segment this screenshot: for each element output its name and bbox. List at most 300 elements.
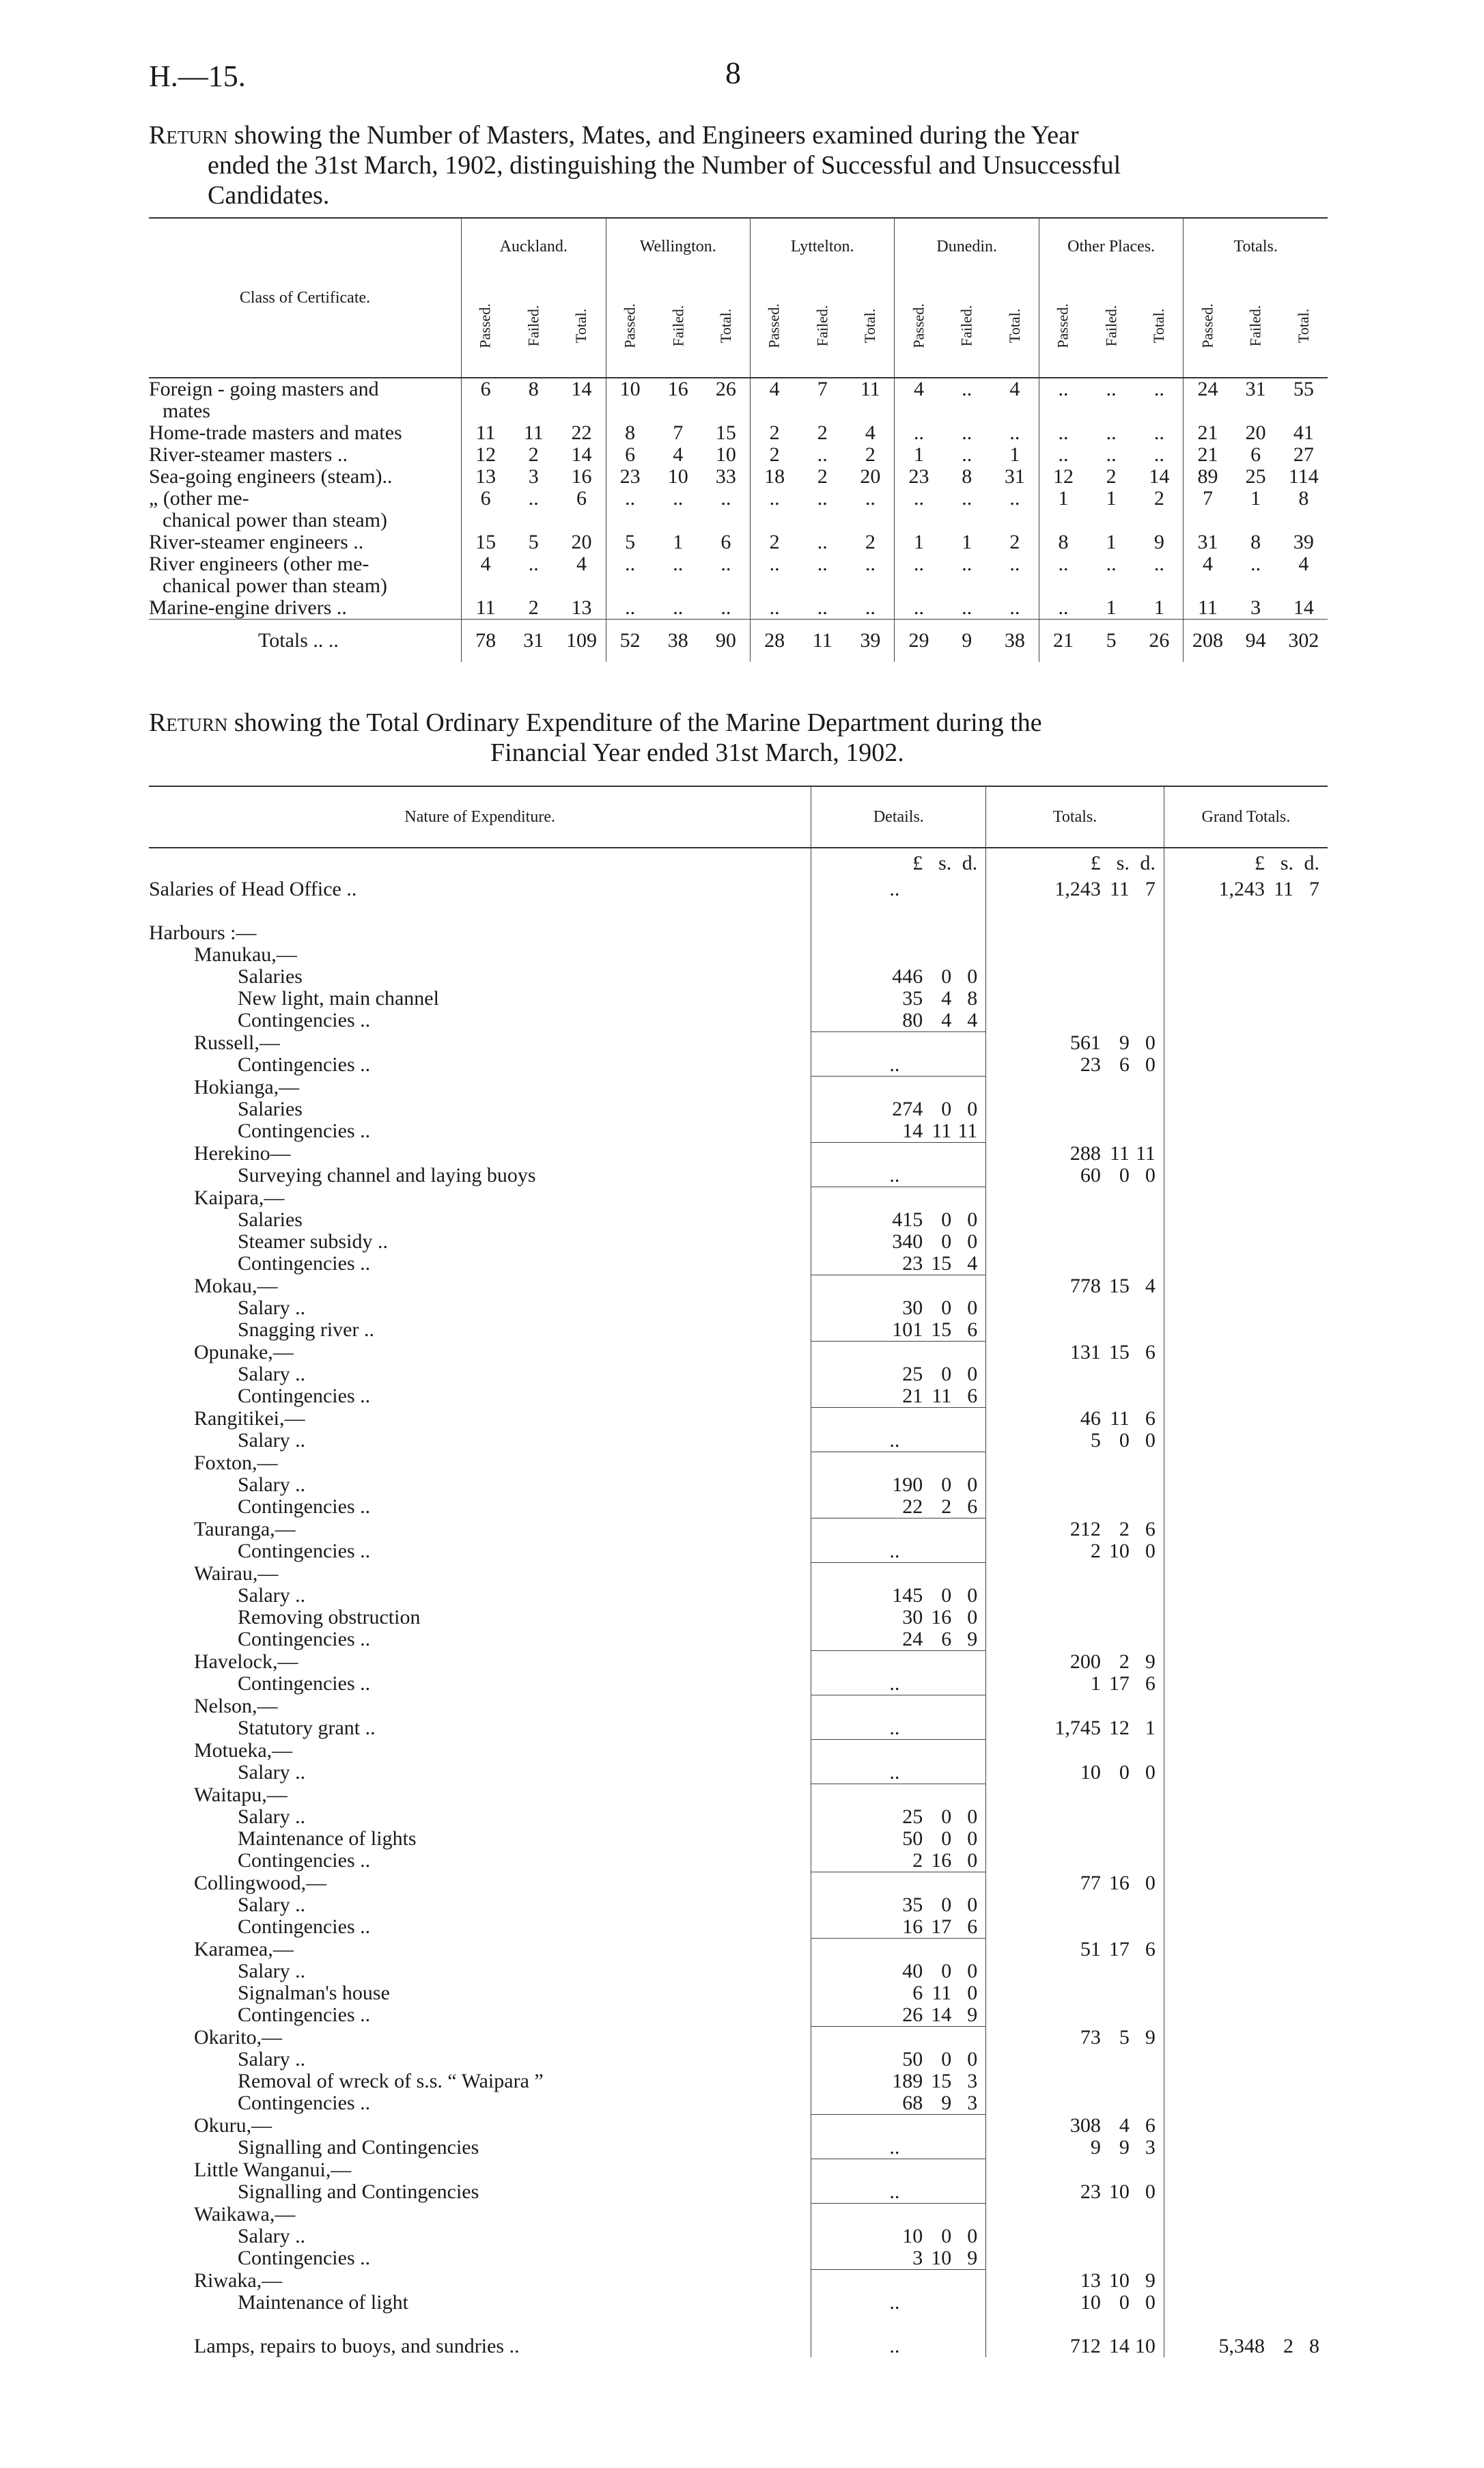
- grand-totals-cell: [1164, 1740, 1328, 1762]
- table-cell: ..: [1039, 378, 1087, 422]
- amount-part: 0: [967, 1827, 978, 1850]
- grand-totals-cell: [1164, 2181, 1328, 2204]
- amount: [861, 1850, 977, 1872]
- amount: [861, 1010, 977, 1031]
- expenditure-label: [149, 1916, 811, 1939]
- grand-totals-cell: [1164, 1187, 1328, 1210]
- amount: [861, 1297, 977, 1319]
- table-cell: ..: [895, 597, 943, 620]
- totals-label: Totals .. ..: [149, 620, 462, 663]
- expenditure-label: [149, 1784, 811, 1807]
- subheader-failed: [654, 275, 702, 378]
- table-cell: 7: [673, 421, 684, 444]
- expenditure-label: [149, 2004, 811, 2027]
- table-cell: ..: [1039, 553, 1087, 597]
- details-cell: [811, 2027, 986, 2049]
- subheader-text: Total.: [716, 308, 734, 344]
- row-label-continuation: chanical power than steam): [163, 509, 388, 531]
- spacer-row: [149, 900, 1328, 922]
- subheader-text: Failed.: [1102, 305, 1120, 347]
- expenditure-row: [149, 2159, 1328, 2182]
- table-cell: ..: [1009, 596, 1020, 619]
- amount-part: 2: [912, 1849, 923, 1872]
- table-cell: ..: [528, 487, 539, 510]
- subheader-passed: [606, 275, 654, 378]
- table-cell: 2: [528, 443, 539, 466]
- expenditure-row: [149, 922, 1328, 944]
- table-cell: 20: [860, 465, 881, 488]
- table-row: [149, 444, 1328, 466]
- table-cell: ..: [1153, 553, 1164, 575]
- expenditure-label: [149, 1098, 811, 1120]
- grand-totals-cell: [1164, 2070, 1328, 2092]
- expenditure-row: [149, 1120, 1328, 1143]
- details-cell: [811, 2247, 986, 2270]
- amount-part: 51: [1080, 1937, 1101, 1960]
- table-cell: ..: [962, 553, 972, 575]
- details-dots: ..: [889, 1717, 900, 1739]
- amount-part: 4: [941, 1009, 952, 1031]
- totals-cell: 39: [846, 620, 895, 663]
- totals-cell: [986, 2049, 1164, 2070]
- amount-part: 5: [1119, 2025, 1130, 2049]
- expenditure-label: [149, 2270, 811, 2292]
- totals-cell: [986, 1032, 1164, 1055]
- expenditure-label-text: Contingencies ..: [238, 1540, 371, 1563]
- table-cell: 14: [1293, 596, 1314, 619]
- details-cell: [811, 1872, 986, 1895]
- amount-part: 212: [1069, 1517, 1101, 1540]
- expenditure-label: [149, 2159, 811, 2182]
- details-cell: [811, 1187, 986, 1210]
- amount-part: 101: [892, 1318, 923, 1341]
- expenditure-label: [149, 1430, 811, 1452]
- details-dots: ..: [889, 1429, 900, 1452]
- totals-cell: [986, 2092, 1164, 2115]
- grand-totals-cell: [1164, 1474, 1328, 1496]
- expenditure-label-text: Little Wanganui,—: [194, 2158, 352, 2181]
- amount-part: 16: [902, 1915, 923, 1938]
- expenditure-label: [149, 966, 811, 988]
- table-cell: 4: [895, 378, 943, 422]
- table-cell: ..: [1106, 421, 1117, 444]
- amount-part: 15: [931, 2070, 952, 2092]
- table-cell: ..: [1039, 422, 1087, 444]
- amount-part: 6: [912, 1982, 923, 2004]
- amount-part: 23: [1080, 1053, 1101, 1077]
- totals-cell: 90: [702, 620, 751, 663]
- amount: [1039, 1540, 1156, 1562]
- grand-totals-cell: [1164, 2115, 1328, 2137]
- amount-part: 190: [892, 1473, 923, 1496]
- row-label-text: Home-trade masters and mates: [149, 422, 402, 444]
- amount-part: 9: [1145, 2269, 1156, 2292]
- expenditure-label: [149, 1762, 811, 1784]
- row-label-text: Marine-engine drivers ..: [149, 597, 347, 619]
- amount: [1039, 1408, 1156, 1430]
- expenditure-row: [149, 1960, 1328, 1982]
- table-cell: 23: [895, 466, 943, 488]
- expenditure-label-text: Maintenance of lights: [238, 1827, 417, 1850]
- grand-totals-cell: [1164, 922, 1328, 944]
- table-cell: 14: [571, 443, 592, 466]
- expenditure-label-text: New light, main channel: [238, 987, 439, 1010]
- grand-totals-cell: [1164, 1452, 1328, 1475]
- currency-units-details: [811, 848, 986, 878]
- amount-part: 0: [941, 1208, 952, 1231]
- amount-part: 2: [1119, 1650, 1130, 1673]
- details-cell: [811, 1850, 986, 1872]
- table-cell: 3: [1250, 596, 1261, 619]
- amount: [1039, 2270, 1156, 2292]
- amount-part: 15: [1108, 1340, 1130, 1363]
- totals-cell: [986, 2070, 1164, 2092]
- amount: [861, 2070, 977, 2092]
- amount-part: 9: [1119, 2136, 1130, 2159]
- totals-cell: 208: [1184, 620, 1232, 663]
- expenditure-label-text: Karamea,—: [194, 1937, 294, 1960]
- expenditure-label: [149, 1872, 811, 1895]
- grand-totals-cell: [1164, 1430, 1328, 1452]
- amount-part: 11: [1136, 1141, 1156, 1165]
- expenditure-label-text: Contingencies ..: [238, 1252, 371, 1275]
- expenditure-title-lead: Return: [149, 708, 228, 737]
- details-cell: [811, 1474, 986, 1496]
- grand-totals-cell: [1164, 1717, 1328, 1740]
- totals-cell: [986, 1098, 1164, 1120]
- table-cell: ..: [895, 422, 943, 444]
- amount-part: s.: [1116, 852, 1130, 874]
- amount-part: 1: [1145, 1717, 1156, 1740]
- expenditure-label: [149, 2226, 811, 2247]
- details-cell: [811, 2159, 986, 2182]
- amount-part: 6: [1145, 1672, 1156, 1695]
- expenditure-row: [149, 2004, 1328, 2027]
- amount-part: 73: [1080, 2025, 1101, 2049]
- amount-part: 10: [1108, 2269, 1130, 2292]
- table-cell: ..: [1009, 421, 1020, 444]
- expenditure-row: [149, 1253, 1328, 1275]
- amount-part: 7: [1309, 878, 1319, 900]
- totals-cell: [986, 1872, 1164, 1895]
- amount-part: £: [1090, 852, 1101, 874]
- table-cell: ..: [673, 553, 684, 575]
- expenditure-label-text: Salary ..: [238, 1584, 306, 1607]
- table-cell: 2: [865, 531, 876, 553]
- grand-totals-cell: [1164, 1054, 1328, 1077]
- expenditure-label: [149, 1408, 811, 1430]
- amount-part: 0: [967, 1363, 978, 1385]
- totals-cell: [986, 2004, 1164, 2027]
- amount-part: 131: [1069, 1340, 1101, 1363]
- row-label-continuation: mates: [163, 400, 210, 422]
- expenditure-label: [149, 2137, 811, 2159]
- totals-cell: [986, 2027, 1164, 2049]
- table-cell: ..: [720, 553, 731, 575]
- totals-cell: [986, 1430, 1164, 1452]
- amount-part: 6: [1145, 1517, 1156, 1540]
- amount-part: 0: [967, 2048, 978, 2070]
- expenditure-label: [149, 1165, 811, 1187]
- expenditure-row: [149, 1275, 1328, 1298]
- amount-part: 0: [1145, 1053, 1156, 1077]
- totals-cell: [986, 922, 1164, 944]
- details-cell: [811, 1695, 986, 1718]
- amount-part: 30: [902, 1606, 923, 1628]
- totals-cell: [986, 944, 1164, 966]
- grand-totals-cell: [1164, 878, 1328, 900]
- amount-part: 0: [941, 1473, 952, 1496]
- amount-part: 13: [1080, 2269, 1101, 2292]
- amount: [1039, 1519, 1156, 1540]
- expenditure-return-title: [149, 708, 1324, 768]
- totals-cell: [986, 1297, 1164, 1319]
- table-cell: 4: [462, 553, 510, 597]
- amount: [861, 2092, 977, 2114]
- expenditure-row: [149, 1187, 1328, 1210]
- totals-cell: [986, 878, 1164, 900]
- expenditure-label: [149, 1120, 811, 1143]
- expenditure-row: [149, 1784, 1328, 1807]
- amount: [861, 1120, 977, 1142]
- expenditure-label: [149, 1385, 811, 1408]
- amount: [1039, 2027, 1156, 2049]
- amount-part: 9: [1145, 1650, 1156, 1673]
- table-cell: 1: [1106, 531, 1117, 553]
- totals-cell: [986, 1673, 1164, 1695]
- table-cell: 4: [1298, 553, 1309, 575]
- amount-part: 274: [892, 1098, 923, 1120]
- expenditure-label-text: Salary ..: [238, 1960, 306, 1982]
- expenditure-label-text: Salary ..: [238, 1761, 306, 1784]
- subheader-total: [557, 275, 606, 378]
- amount-part: 0: [941, 1363, 952, 1385]
- expenditure-label: [149, 2027, 811, 2049]
- expenditure-label-text: Signalman's house: [238, 1982, 390, 2004]
- expenditure-label-text: Harbours :—: [149, 921, 257, 944]
- amount-part: 8: [1309, 2335, 1319, 2357]
- amount-part: 0: [967, 2225, 978, 2247]
- totals-cell: [986, 1784, 1164, 1807]
- expenditure-label-text: Salary ..: [238, 1429, 306, 1452]
- amount: [861, 1253, 977, 1275]
- amount-part: 10: [1080, 2291, 1101, 2314]
- amount-part: 9: [941, 2092, 952, 2114]
- totals-cell: [986, 1628, 1164, 1651]
- table-cell: 2: [750, 531, 798, 553]
- subheader-text: Passed.: [477, 303, 494, 348]
- expenditure-row: [149, 1496, 1328, 1519]
- expenditure-row: [149, 966, 1328, 988]
- table-cell: 13: [462, 466, 510, 488]
- totals-cell: [986, 1120, 1164, 1143]
- grand-totals-cell: [1164, 1960, 1328, 1982]
- expenditure-label: [149, 1474, 811, 1496]
- row-label-text: „ (other me-: [149, 488, 249, 510]
- expenditure-label-text: Havelock,—: [194, 1650, 298, 1673]
- amount-part: 24: [902, 1628, 923, 1650]
- grand-totals-cell: [1164, 1828, 1328, 1850]
- amount-part: d.: [962, 852, 978, 874]
- subheader-total: [846, 275, 895, 378]
- table-cell: 8: [1298, 487, 1309, 510]
- amount-part: 0: [941, 1297, 952, 1319]
- table-cell: 1: [962, 531, 972, 553]
- totals-cell: [986, 1054, 1164, 1077]
- expenditure-row: [149, 1740, 1328, 1762]
- amount-part: 0: [941, 1805, 952, 1828]
- details-cell: [811, 2070, 986, 2092]
- table-row: [149, 466, 1328, 488]
- amount-part: 12: [1108, 1717, 1130, 1740]
- table-cell: ..: [750, 597, 798, 620]
- table-cell: 1: [1250, 487, 1261, 510]
- amount-part: 60: [1080, 1164, 1101, 1187]
- expenditure-row: [149, 1032, 1328, 1055]
- grand-totals-cell: [1164, 1673, 1328, 1695]
- amount-part: 3: [967, 2070, 978, 2092]
- expenditure-label-text: Salaries: [238, 1208, 303, 1231]
- grand-totals-cell: [1164, 1695, 1328, 1718]
- grand-totals-cell: [1164, 1253, 1328, 1275]
- page-number: 8: [725, 55, 741, 90]
- table-row: [149, 488, 1328, 531]
- grand-totals-cell: [1164, 1540, 1328, 1563]
- amount-part: 0: [967, 1584, 978, 1607]
- details-cell: [811, 2137, 986, 2159]
- details-cell: [811, 1960, 986, 1982]
- table-cell: 4: [576, 553, 587, 575]
- table-cell: 1: [673, 531, 684, 553]
- amount: [1039, 1872, 1156, 1894]
- table-cell: ..: [1106, 378, 1117, 400]
- details-cell: [811, 922, 986, 944]
- table-cell: 26: [715, 378, 736, 400]
- expenditure-label: [149, 900, 811, 922]
- amount-part: 17: [931, 1915, 952, 1938]
- expenditure-label: [149, 1143, 811, 1165]
- expenditure-label: [149, 1363, 811, 1385]
- grand-totals-cell: [1164, 1806, 1328, 1828]
- amount-part: 0: [1145, 1761, 1156, 1784]
- amount-part: £: [912, 852, 923, 874]
- table-row: [149, 597, 1328, 620]
- amount: [1039, 1673, 1156, 1695]
- amount: [1039, 852, 1156, 874]
- details-cell: [811, 1209, 986, 1231]
- amount-part: 11: [932, 1385, 952, 1407]
- table-cell: 6: [1250, 443, 1261, 466]
- amount-part: 0: [967, 1606, 978, 1628]
- subheader-passed: [462, 275, 510, 378]
- details-cell: [811, 1010, 986, 1032]
- table-cell: ..: [895, 488, 943, 531]
- details-cell: [811, 1916, 986, 1939]
- expenditure-row: [149, 1077, 1328, 1099]
- amount-part: 2: [1090, 1540, 1101, 1563]
- totals-cell: [986, 1165, 1164, 1187]
- table-cell: 31: [1184, 531, 1232, 553]
- amount-part: 415: [892, 1208, 923, 1231]
- amount-part: 4: [1119, 2113, 1130, 2137]
- amount-part: 15: [1108, 1274, 1130, 1297]
- subheader-text: Total.: [572, 308, 590, 344]
- details-cell: [811, 2335, 986, 2357]
- table-cell: ..: [1106, 553, 1117, 575]
- amount-part: 0: [1119, 1761, 1130, 1784]
- amount-part: 288: [1069, 1141, 1101, 1165]
- table-cell: 3: [528, 465, 539, 488]
- totals-cell: [986, 1143, 1164, 1165]
- totals-cell: [986, 1607, 1164, 1628]
- details-cell: [811, 1496, 986, 1519]
- amount-part: 4: [1145, 1274, 1156, 1297]
- currency-units-totals: [986, 848, 1164, 878]
- grand-totals-cell: [1164, 1032, 1328, 1055]
- amount-part: 10: [931, 2247, 952, 2269]
- amount: [861, 1806, 977, 1828]
- amount: [861, 1474, 977, 1496]
- expenditure-label: [149, 1982, 811, 2004]
- table-cell: 13: [571, 596, 592, 619]
- amount-part: 561: [1069, 1031, 1101, 1054]
- totals-cell: [986, 2335, 1164, 2357]
- expenditure-row: [149, 2181, 1328, 2204]
- expenditure-row: [149, 2226, 1328, 2247]
- amount-part: 11: [932, 1120, 952, 1142]
- grand-totals-cell: [1164, 1872, 1328, 1895]
- expenditure-label: [149, 2115, 811, 2137]
- expenditure-row: [149, 1806, 1328, 1828]
- table-cell: 2: [817, 421, 828, 444]
- totals-row: [149, 620, 1328, 663]
- totals-cell: [986, 966, 1164, 988]
- amount-part: 26: [902, 2003, 923, 2026]
- table-cell: ..: [962, 443, 972, 466]
- table-cell: 4: [1184, 553, 1232, 597]
- expenditure-label-text: Contingencies ..: [238, 1495, 371, 1519]
- amount-part: 3: [967, 2092, 978, 2114]
- expenditure-label-text: Okuru,—: [194, 2113, 272, 2137]
- details-cell: [811, 878, 986, 900]
- details-cell: [811, 2049, 986, 2070]
- table-cell: 6: [606, 444, 654, 466]
- details-cell: [811, 1806, 986, 1828]
- totals-cell: [986, 1408, 1164, 1430]
- grand-totals-cell: [1164, 2004, 1328, 2027]
- subheader-text: Failed.: [813, 305, 831, 347]
- amount-part: 25: [902, 1805, 923, 1828]
- amount-part: 35: [902, 987, 923, 1010]
- grand-totals-cell: [1164, 2226, 1328, 2247]
- totals-cell: [986, 1806, 1164, 1828]
- table-cell: ..: [895, 553, 943, 597]
- expenditure-label-text: Removal of wreck of s.s. “ Waipara ”: [238, 2070, 544, 2092]
- expenditure-label-text: Herekino—: [194, 1141, 291, 1165]
- amount: [1039, 2335, 1156, 2357]
- amount: [1039, 1054, 1156, 1076]
- currency-units-grand: [1164, 848, 1328, 878]
- table-cell: ..: [673, 596, 684, 619]
- amount-part: 145: [892, 1584, 923, 1607]
- expenditure-row: [149, 1607, 1328, 1628]
- table-cell: 22: [571, 421, 592, 444]
- amount: [861, 1496, 977, 1518]
- expenditure-label: [149, 1806, 811, 1828]
- expenditure-label: [149, 1894, 811, 1916]
- expenditure-row: [149, 2335, 1328, 2357]
- expenditure-row: [149, 1098, 1328, 1120]
